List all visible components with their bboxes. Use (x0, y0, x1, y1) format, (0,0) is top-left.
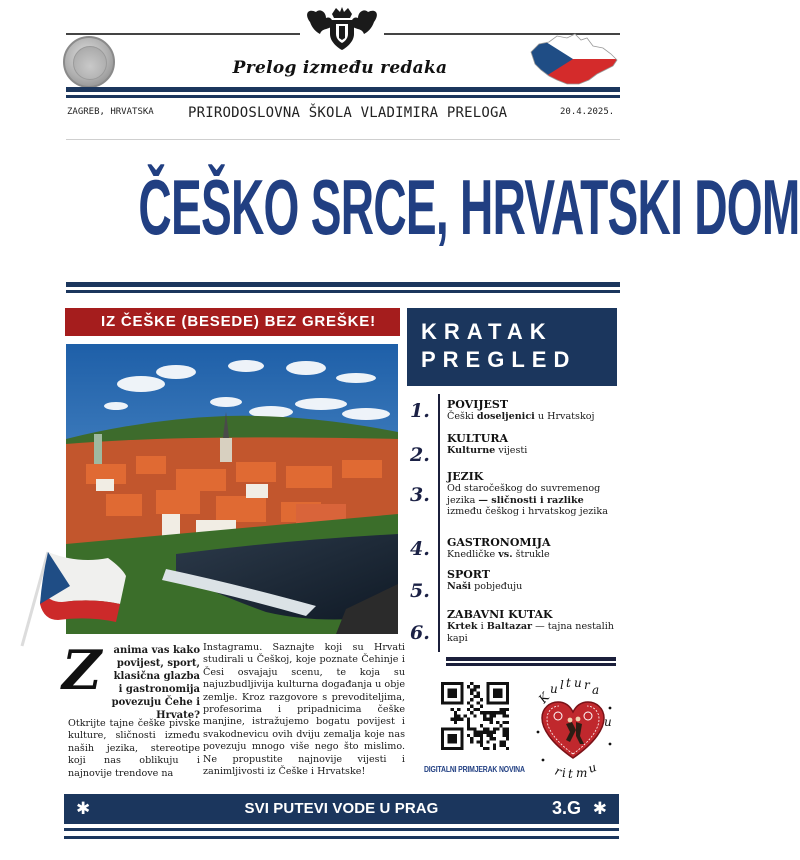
qr-module (467, 727, 470, 730)
qr-module (503, 708, 506, 711)
main-headline: ČEŠKO SRCE, HRVATSKI DOM (138, 163, 800, 251)
qr-module (480, 740, 483, 743)
qr-module (483, 731, 486, 734)
qr-module (493, 731, 496, 734)
class-label: 3.G (551, 798, 581, 818)
qr-module (473, 708, 476, 711)
qr-module (493, 744, 496, 747)
overview-item-desc (447, 549, 622, 561)
overview-item-desc (447, 581, 622, 593)
overview-divider (438, 394, 440, 652)
qr-module (483, 727, 486, 730)
overview-item-title: JEZIK (447, 470, 484, 483)
qr-module (470, 740, 473, 743)
qr-module (493, 711, 496, 714)
overview-title-line2: PREGLED (421, 347, 577, 372)
qr-module (493, 737, 496, 740)
overview-item-desc-part: — sličnosti i razlike (478, 494, 584, 506)
svg-text:u: u (574, 676, 582, 690)
qr-module (467, 721, 470, 724)
qr-module (486, 731, 489, 734)
qr-module (503, 721, 506, 724)
qr-finder (447, 734, 457, 744)
qr-module (470, 698, 473, 701)
footer-rule-1 (64, 828, 619, 831)
headline-rule-thick (66, 282, 620, 287)
feature-banner (65, 308, 400, 336)
qr-module (451, 708, 454, 711)
qr-module (483, 747, 486, 750)
headline-rule-thin (66, 290, 620, 293)
footer-bar (64, 794, 619, 824)
qr-module (486, 734, 489, 737)
overview-item-desc-part: pobjeđuju (471, 581, 523, 592)
qr-module (477, 685, 480, 688)
qr-module (473, 688, 476, 691)
qr-module (460, 718, 463, 721)
qr-module (480, 734, 483, 737)
qr-module (503, 740, 506, 743)
qr-module (454, 711, 457, 714)
overview-item-desc (447, 445, 622, 457)
overview-item-desc (447, 411, 622, 423)
qr-module (470, 688, 473, 691)
qr-module (503, 734, 506, 737)
svg-text:u: u (550, 682, 558, 696)
qr-module (490, 714, 493, 717)
qr-module (477, 701, 480, 704)
dropcap-letter: Z (62, 638, 102, 702)
overview-item-number: 6. (410, 622, 430, 644)
svg-text:r: r (552, 763, 564, 779)
qr-module (493, 714, 496, 717)
qr-finder (447, 688, 457, 698)
feature-body-column-2: Instagramu. Saznajte koji su Hrvati studirali u Češkoj, koje poznate Čehinje i Česi osvajaju scenu, te koja su najuzbudljivija kulturna događanja u obje zemlje. Kroz razgovore s prevoditeljima, profesorima i pripadnicima češke manjine, istražujemo bogatu povijest i svakodnevicu ovih dviju zemalja koje nas povezuju mnogo više nego što mislimo. Ne propustite najnovije vijesti i zanimljivosti iz Češke i Hrvatske! (203, 642, 405, 778)
qr-module (490, 721, 493, 724)
overview-item-title: GASTRONOMIJA (447, 536, 551, 549)
feature-banner-text: IZ ČEŠKE (BESEDE) BEZ GREŠKE! (101, 313, 376, 330)
qr-module (506, 734, 509, 737)
qr-module (499, 724, 502, 727)
overview-item[interactable] (447, 536, 622, 561)
overview-item-desc-part: Kulturne (447, 445, 496, 456)
qr-module (473, 685, 476, 688)
overview-item-desc-part: i (477, 621, 487, 632)
svg-text:i: i (562, 766, 566, 780)
issue-date: 20.4.2025. (560, 107, 615, 117)
qr-module (503, 727, 506, 730)
qr-module (470, 737, 473, 740)
masthead-rule-left (66, 33, 300, 35)
svg-text:t: t (566, 676, 571, 690)
qr-module (499, 708, 502, 711)
qr-module (490, 731, 493, 734)
overview-title-line1: KRATAK (421, 319, 553, 344)
qr-module (473, 695, 476, 698)
qr-module (503, 731, 506, 734)
qr-module (486, 747, 489, 750)
czech-map-flag-icon (527, 30, 619, 88)
qr-module (470, 705, 473, 708)
svg-text:a: a (592, 683, 600, 697)
qr-module (483, 711, 486, 714)
qr-module (499, 744, 502, 747)
overview-item-desc-part: Baltazar (486, 621, 533, 632)
school-seal-icon (63, 36, 115, 88)
qr-module (451, 718, 454, 721)
qr-module (477, 731, 480, 734)
overview-item-desc-part: između češkog i hrvatskog jezika (447, 506, 608, 517)
overview-item-desc-part: vs. (498, 549, 513, 560)
qr-module (467, 701, 470, 704)
qr-module (496, 711, 499, 714)
overview-item[interactable] (447, 432, 622, 457)
qr-module (499, 711, 502, 714)
svg-text:t: t (568, 767, 573, 781)
overview-item-desc-part: u Hrvatskoj (534, 411, 595, 422)
masthead-rule-thick (66, 87, 620, 92)
qr-module (467, 734, 470, 737)
overview-item-desc (447, 621, 622, 644)
qr-module (480, 731, 483, 734)
qr-module (480, 744, 483, 747)
qr-module (477, 692, 480, 695)
overview-item-title: SPORT (447, 568, 490, 581)
masthead-rule-thin (66, 95, 620, 98)
qr-module (506, 727, 509, 730)
qr-module (483, 714, 486, 717)
qr-module (503, 714, 506, 717)
svg-text:m: m (576, 766, 588, 780)
qr-module (467, 685, 470, 688)
logo-u-text: u (604, 715, 612, 729)
qr-module (473, 734, 476, 737)
feature-lead: anima vas kako povijest, sport, klasična glazba i gastronomija (113, 645, 200, 695)
overview-item-number: 1. (410, 400, 430, 422)
qr-module (493, 727, 496, 730)
qr-module (483, 718, 486, 721)
asterisk-icon-right: ✱ (592, 799, 607, 819)
qr-module (477, 740, 480, 743)
feature-lead-last: povezuju Čehe i Hrvate? (111, 697, 200, 721)
qr-module (486, 718, 489, 721)
location-label: ZAGREB, HRVATSKA (67, 107, 154, 117)
qr-finder (493, 688, 503, 698)
qr-module (457, 718, 460, 721)
qr-module (506, 714, 509, 717)
overview-item-desc-part: Češki (447, 411, 477, 422)
qr-module (506, 747, 509, 750)
qr-module (490, 711, 493, 714)
qr-module (506, 737, 509, 740)
overview-item-desc-part: štrukle (512, 549, 550, 560)
overview-item-desc-part: Knedličke (447, 549, 499, 560)
qr-module (480, 724, 483, 727)
qr-module (464, 714, 467, 717)
overview-item-desc-part: Naši (447, 581, 472, 592)
overview-header (407, 308, 617, 386)
qr-module (480, 737, 483, 740)
czech-flag-icon (18, 538, 133, 650)
qr-module (477, 734, 480, 737)
feature-body-column-1: Otkrijte tajne češke pivske kulture, sličnosti između naših jezika, stereotipe koji nas oblikuju i najnovije trendove na (68, 718, 200, 779)
qr-module (477, 695, 480, 698)
newspaper-name: Prelog između redaka (232, 58, 448, 78)
footer-title: SVI PUTEVI VODE U PRAG (244, 800, 439, 817)
qr-module (480, 705, 483, 708)
overview-item-desc-part: Krtek (447, 621, 478, 632)
overview-item-number: 3. (410, 484, 430, 506)
overview-item-number: 4. (410, 538, 430, 560)
qr-module (457, 714, 460, 717)
qr-module (486, 727, 489, 730)
qr-module (470, 682, 473, 685)
overview-item-number: 2. (410, 444, 430, 466)
qr-module (454, 721, 457, 724)
overview-item-desc-part: Od staročeškog do suvremenog jezika (447, 483, 601, 506)
qr-module (486, 740, 489, 743)
overview-item-title: POVIJEST (447, 398, 509, 411)
asterisk-icon-left: ✱ (76, 799, 91, 819)
qr-module (470, 711, 473, 714)
qr-module (457, 708, 460, 711)
footer-rule-2 (64, 836, 619, 839)
qr-module (467, 708, 470, 711)
overview-item-number: 5. (410, 580, 430, 602)
qr-module (496, 727, 499, 730)
kultura-u-ritmu-logo (530, 676, 616, 781)
svg-text:r: r (584, 678, 590, 692)
qr-module (506, 721, 509, 724)
qr-module (470, 692, 473, 695)
overview-end-rule-thin (446, 663, 616, 666)
logo-top-text: K (535, 689, 553, 707)
overview-item[interactable] (447, 608, 622, 644)
qr-module (490, 734, 493, 737)
qr-label: DIGITALNI PRIMJERAK NOVINA (424, 764, 525, 774)
overview-item-title: KULTURA (447, 432, 509, 445)
svg-text:l: l (560, 678, 564, 692)
qr-module (503, 711, 506, 714)
svg-text:u: u (586, 760, 599, 776)
qr-module (470, 727, 473, 730)
dateline-rule (66, 139, 620, 140)
qr-module (454, 714, 457, 717)
qr-module (490, 718, 493, 721)
qr-module (454, 718, 457, 721)
qr-module (486, 711, 489, 714)
qr-module (473, 727, 476, 730)
overview-item-title: ZABAVNI KUTAK (447, 608, 553, 621)
qr-module (480, 698, 483, 701)
overview-item-desc (447, 483, 622, 518)
qr-module (473, 714, 476, 717)
qr-module (477, 708, 480, 711)
qr-module (506, 708, 509, 711)
qr-module (499, 740, 502, 743)
qr-module (493, 747, 496, 750)
overview-item[interactable] (447, 398, 622, 423)
overview-item-desc-part: doseljenici (476, 411, 535, 422)
overview-end-rule (446, 657, 616, 661)
overview-item-desc-part: vijesti (495, 445, 528, 456)
qr-module (467, 724, 470, 727)
qr-module (473, 731, 476, 734)
school-name: PRIRODOSLOVNA ŠKOLA VLADIMIRA PRELOGA (188, 105, 508, 121)
eagle-crest-icon (300, 4, 384, 52)
qr-code[interactable] (440, 682, 510, 750)
qr-module (506, 731, 509, 734)
qr-module (503, 744, 506, 747)
qr-module (467, 718, 470, 721)
overview-item[interactable] (447, 568, 622, 593)
overview-item-desc-part: — tajna nestalih kapi (447, 621, 614, 644)
qr-module (490, 737, 493, 740)
overview-item[interactable] (447, 470, 622, 518)
qr-module (480, 711, 483, 714)
qr-module (496, 721, 499, 724)
